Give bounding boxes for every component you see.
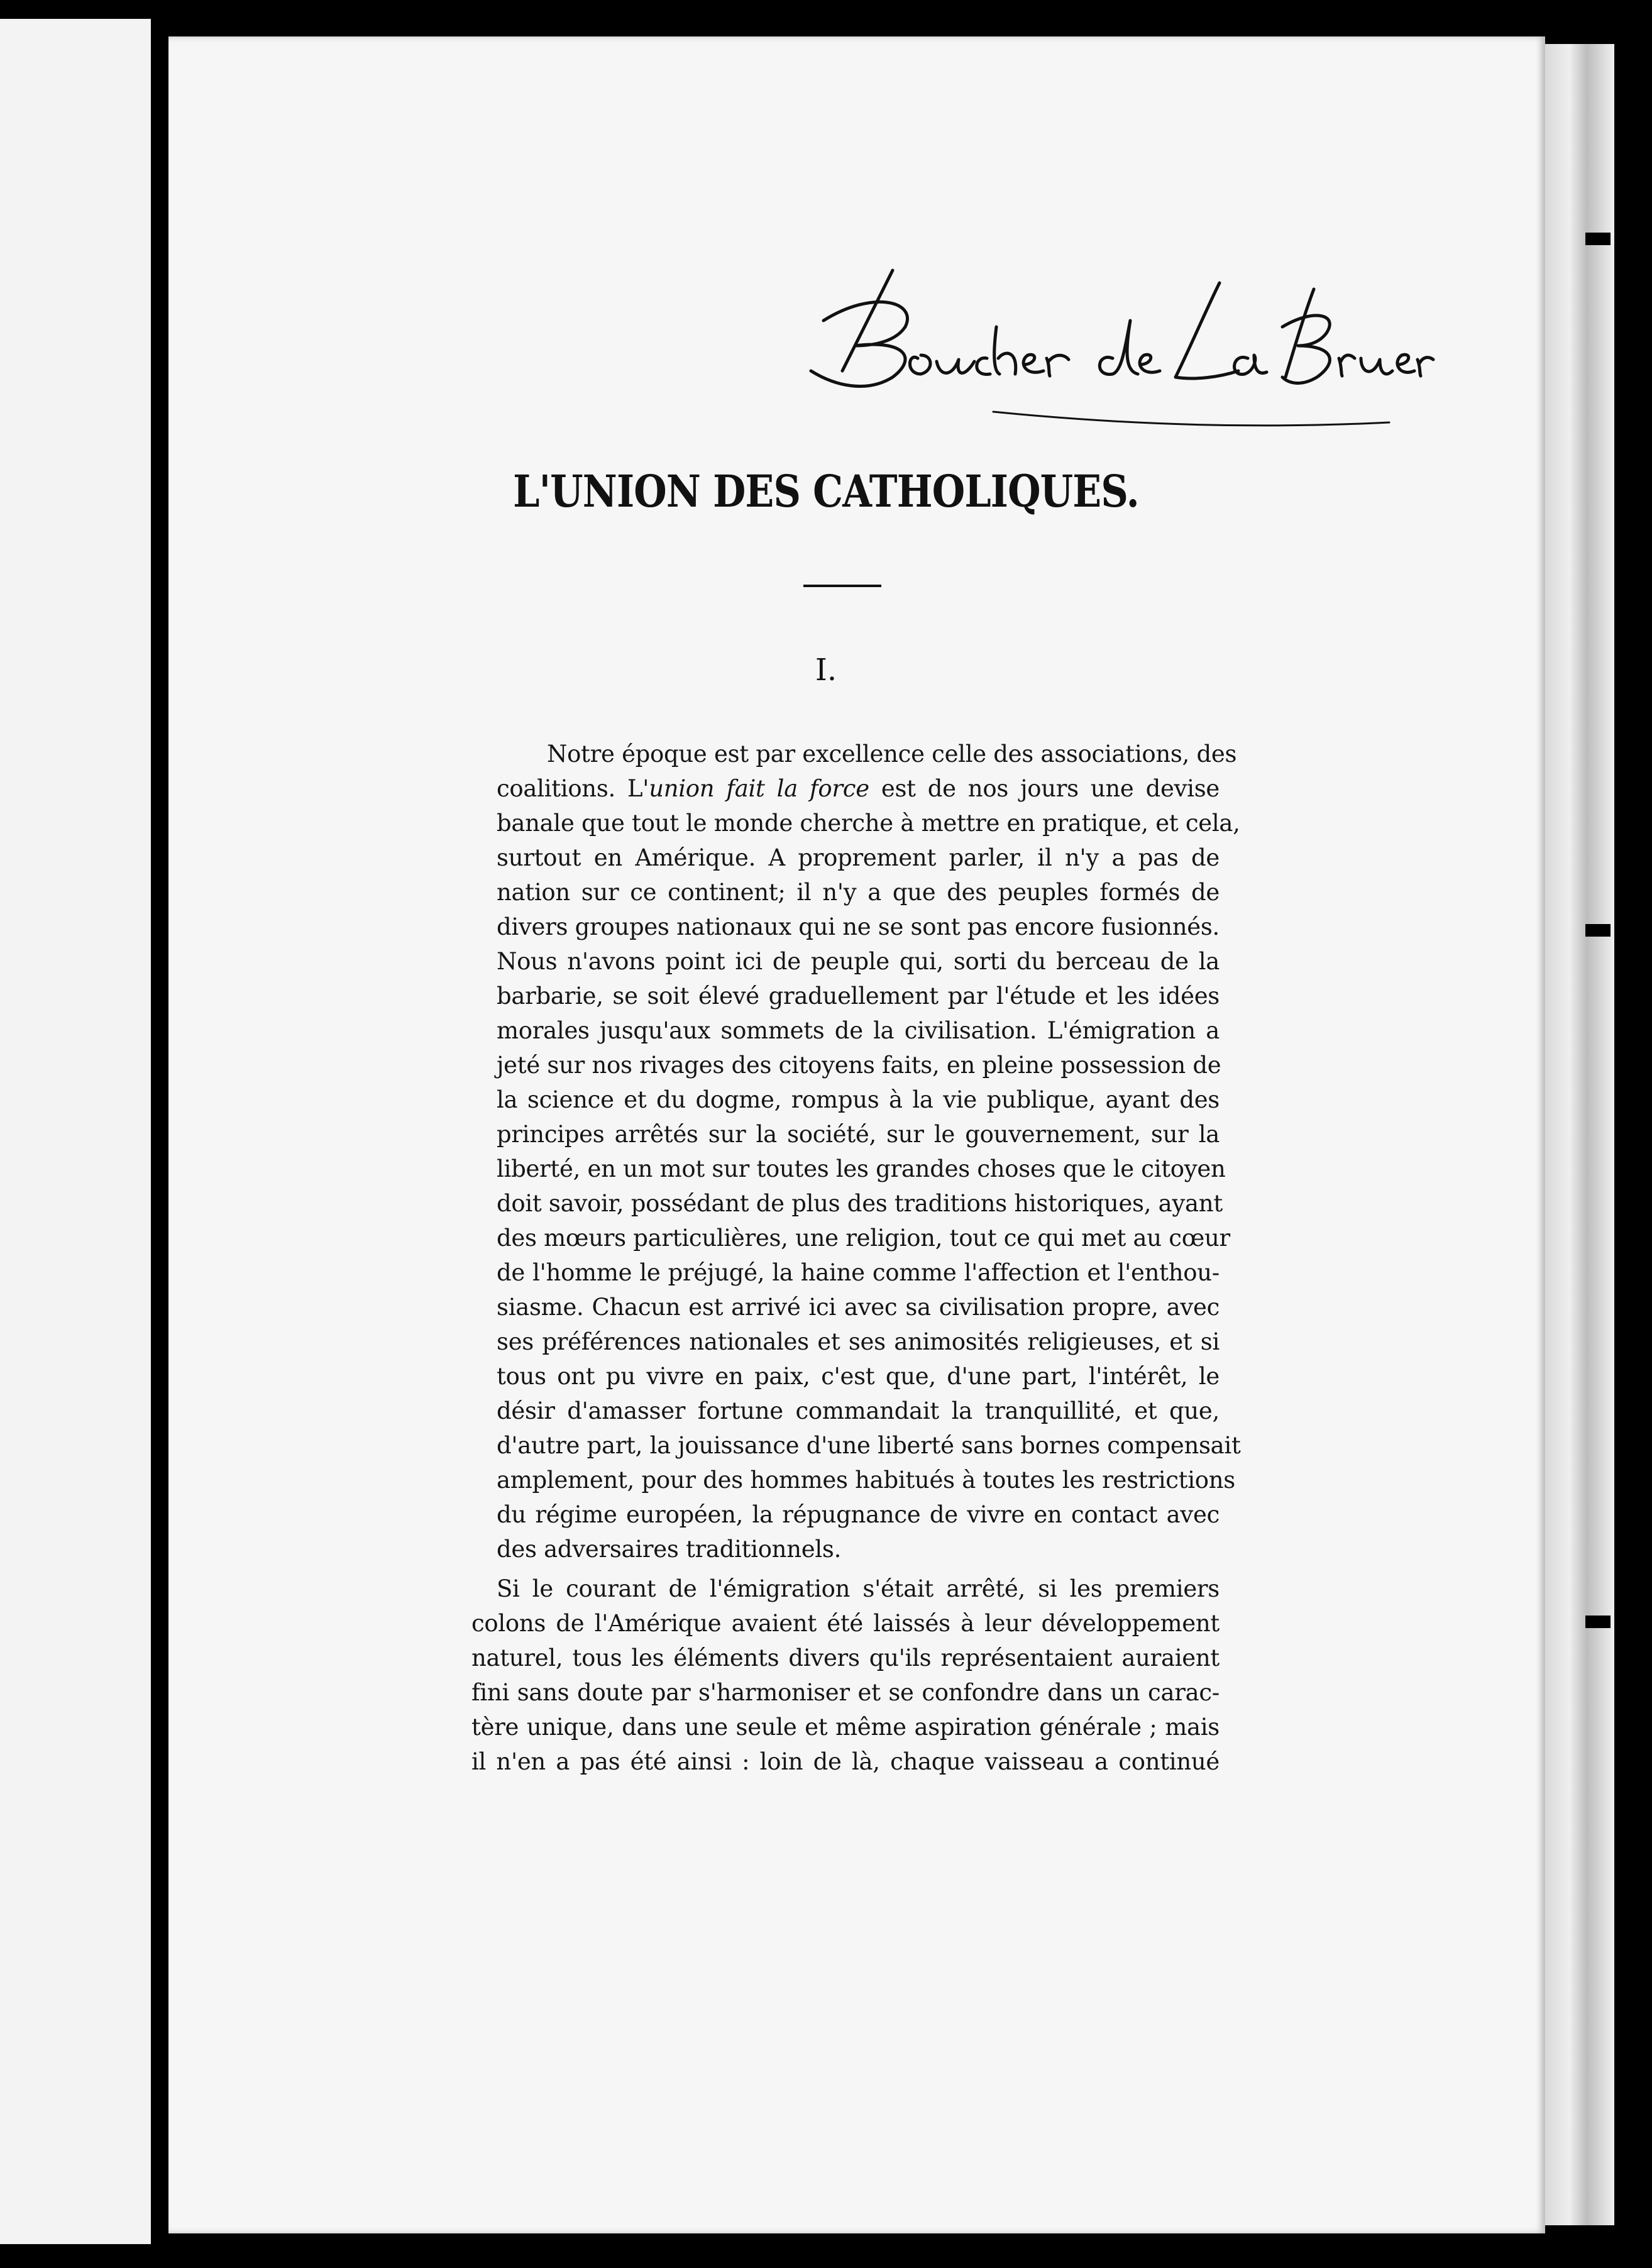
facing-page-edge (0, 19, 151, 2244)
edge-notch (1585, 924, 1611, 937)
text-line: ses préférences nationales et ses animosités religieuses, et si (497, 1328, 1220, 1355)
text-line: banale que tout le monde cherche à mettre en pratique, et cela, (497, 810, 1240, 837)
text-line: du régime européen, la répugnance de vivre en contact avec (497, 1501, 1220, 1528)
text-line: Si le courant de l'émigration s'était arrêté, si les premiers (497, 1575, 1220, 1602)
text-line: colons de l'Amérique avaient été laissés à leur développement (471, 1610, 1220, 1637)
text-line: la science et du dogme, rompus à la vie publique, ayant des (497, 1086, 1220, 1113)
text-line: doit savoir, possédant de plus des traditions historiques, ayant (497, 1190, 1223, 1217)
text-line: il n'en a pas été ainsi : loin de là, chaque vaisseau a continué (471, 1748, 1220, 1775)
title-divider (803, 585, 881, 587)
paragraph (446, 1572, 1220, 1779)
handwritten-signature (786, 251, 1446, 440)
text-line: d'autre part, la jouissance d'une liberté sans bornes compensait (497, 1432, 1241, 1459)
motto-italic: union fait la force (649, 775, 869, 802)
text-line: divers groupes nationaux qui ne se sont pas encore fusionnés. (497, 913, 1220, 940)
text-line: barbarie, se soit élevé graduellement par l'étude et les idées (497, 983, 1220, 1010)
body-text (446, 737, 1241, 1779)
text-line: naturel, tous les éléments divers qu'ils représentaient auraient (471, 1644, 1220, 1671)
text-line: fini sans doute par s'harmoniser et se confondre dans un carac- (471, 1679, 1220, 1706)
text-line: surtout en Amérique. A proprement parler, il n'y a pas de (497, 844, 1220, 871)
page-edge-strip (1545, 44, 1614, 2225)
text-line: de l'homme le préjugé, la haine comme l'affection et l'enthou- (497, 1259, 1220, 1286)
text-line: principes arrêtés sur la société, sur le gouvernement, sur la (497, 1121, 1220, 1148)
text-line: siasme. Chacun est arrivé ici avec sa civilisation propre, avec (497, 1294, 1220, 1321)
text-line: morales jusqu'aux sommets de la civilisation. L'émigration a (497, 1017, 1220, 1044)
page-title: L'UNION DES CATHOLIQUES. (513, 465, 1139, 517)
text-line: désir d'amasser fortune commandait la tranquillité, et que, (497, 1397, 1220, 1424)
text-line: nation sur ce continent; il n'y a que des peuples formés de (497, 879, 1220, 906)
text-line: des mœurs particulières, une religion, tout ce qui met au cœur (497, 1225, 1230, 1252)
text-line: Notre époque est par excellence celle des associations, des (547, 740, 1237, 768)
text-line: des adversaires traditionnels. (497, 1536, 842, 1563)
text-line: liberté, en un mot sur toutes les grandes choses que le citoyen (497, 1155, 1226, 1182)
section-number: I. (815, 652, 837, 688)
text-line: tère unique, dans une seule et même aspiration générale ; mais (471, 1714, 1220, 1741)
text-line: jeté sur nos rivages des citoyens faits, en pleine possession de (497, 1052, 1221, 1079)
text-line: tous ont pu vivre en paix, c'est que, d'une part, l'intérêt, le (497, 1363, 1220, 1390)
text-line: Nous n'avons point ici de peuple qui, sorti du berceau de la (497, 948, 1220, 975)
paragraph (446, 737, 1241, 1566)
edge-notch (1585, 233, 1611, 245)
text-line: coalitions. L'union fait la force est de nos jours une devise (497, 775, 1220, 802)
text-line: amplement, pour des hommes habitués à toutes les restrictions (497, 1467, 1235, 1494)
edge-notch (1585, 1616, 1611, 1628)
